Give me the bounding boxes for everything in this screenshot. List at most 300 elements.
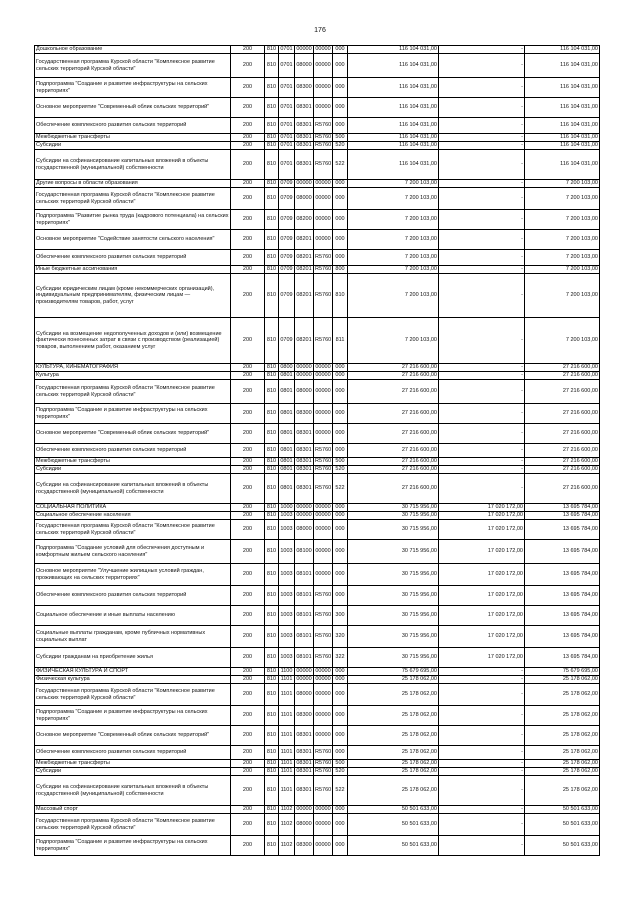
row-name: Подпрограмма "Создание и развитие инфраструктуры на сельских территориях" [35,404,231,424]
code-expense-type: 000 [333,78,348,98]
code-grbs: 200 [231,814,265,836]
table-row [35,648,600,668]
amount-total: 50 501 633,00 [348,814,439,836]
code-expense-type: 000 [333,668,348,676]
amount-federal: - [439,768,525,776]
code-admin: 810 [265,98,279,118]
budget-table-body [35,46,600,856]
code-direction: 00000 [314,836,333,856]
code-direction: 00000 [314,564,333,586]
row-name: Массовый спорт [35,806,231,814]
page-number: 176 [314,27,326,34]
code-direction: R5760 [314,626,333,648]
code-section: 1003 [279,648,295,668]
amount-federal: - [439,836,525,856]
code-direction: R5760 [315,134,332,141]
code-admin: 810 [265,676,279,684]
code-grbs: 200 [231,78,265,98]
amount-regional: 7 200 103,00 [525,250,600,266]
code-direction: 00000 [315,668,331,675]
code-section: 0709 [279,274,295,318]
code-grbs: 200 [231,626,265,648]
row-name: Обеспечение комплексного развития сельских территорий [35,444,231,458]
amount-federal: - [439,98,525,118]
row-name: Подпрограмма "Создание и развитие инфраструктуры на сельских территориях" [35,706,231,726]
code-grbs: 200 [231,760,265,768]
amount-regional: 27 216 600,00 [525,364,600,372]
row-name: Культура [35,372,231,380]
code-expense-type: 000 [333,520,348,540]
code-direction: 00000 [314,814,333,836]
code-direction: 00000 [314,726,333,746]
code-section: 0800 [280,364,293,371]
table-row [35,78,600,98]
code-direction: 00000 [314,424,333,444]
code-grbs: 200 [231,364,265,372]
amount-federal: - [439,424,525,444]
amount-federal: - [439,684,525,706]
amount-total: 7 200 103,00 [348,274,439,318]
code-section: 1100 [279,668,295,676]
amount-regional: 116 104 031,00 [525,142,600,150]
row-name: Субсидии [35,142,231,150]
amount-total: 25 178 062,00 [348,776,439,806]
code-program: 08000 [295,54,314,78]
row-name: Иные бюджетные ассигнования [35,266,231,274]
code-expense-type: 322 [333,648,348,668]
code-grbs: 200 [231,606,265,626]
amount-total: 30 715 956,00 [348,564,439,586]
code-section: 0801 [279,424,295,444]
code-admin: 810 [265,836,279,856]
code-section: 0709 [279,318,295,364]
code-admin: 810 [265,444,279,458]
amount-regional: 27 216 600,00 [525,380,600,404]
amount-regional: 13 695 784,00 [525,586,600,606]
code-program: 08000 [295,520,314,540]
code-section: 0701 [279,150,295,180]
code-admin: 810 [265,726,279,746]
code-expense-type: 000 [333,380,348,404]
code-program: 08301 [296,466,312,473]
code-expense-type: 520 [333,142,348,150]
code-grbs: 200 [231,142,265,150]
row-name: Основное мероприятие "Содействие занятости сельского населения" [35,230,231,250]
code-expense-type: 000 [333,46,348,54]
amount-regional: 25 178 062,00 [525,760,600,768]
row-name: Государственная программа Курской области "Комплексное развитие сельских территорий Курской области" [35,814,231,836]
code-grbs: 200 [231,54,265,78]
code-admin: 810 [265,626,279,648]
budget-table [34,45,600,856]
code-grbs: 200 [231,684,265,706]
amount-federal: - [439,318,525,364]
code-program: 08300 [295,836,314,856]
code-direction: 00000 [315,364,331,371]
amount-regional: 25 178 062,00 [525,676,600,684]
row-name: Дошкольное образование [35,46,231,54]
table-row [35,180,600,188]
code-direction: R5760 [314,606,333,626]
code-section: 1003 [279,520,295,540]
amount-total: 50 501 633,00 [348,836,439,856]
code-grbs: 200 [231,726,265,746]
code-grbs: 200 [231,706,265,726]
code-program: 08201 [295,274,314,318]
table-row [35,504,600,512]
table-row [35,274,600,318]
amount-regional: 27 216 600,00 [525,474,600,504]
code-direction: R5760 [314,648,333,668]
code-grbs: 200 [231,586,265,606]
amount-regional: 116 104 031,00 [525,150,600,180]
amount-regional: 116 104 031,00 [525,78,600,98]
row-name: Социальные выплаты гражданам, кроме публичных нормативных социальных выплат [35,626,231,648]
code-expense-type: 000 [333,564,348,586]
amount-regional: 116 104 031,00 [525,54,600,78]
amount-federal: - [439,776,525,806]
code-admin: 810 [265,668,279,676]
amount-regional: 13 695 784,00 [525,520,600,540]
code-admin: 810 [265,540,279,564]
amount-federal: - [439,444,525,458]
amount-regional: 50 501 633,00 [525,806,600,814]
amount-regional: 7 200 103,00 [525,188,600,210]
code-admin: 810 [265,180,279,188]
code-grbs: 200 [231,150,265,180]
code-grbs: 200 [231,474,265,504]
amount-federal: - [439,372,525,380]
code-grbs: 200 [231,504,265,512]
amount-total: 25 178 062,00 [348,706,439,726]
amount-federal: - [439,806,525,814]
row-name: Субсидии на возмещение недополученных доходов и (или) возмещение фактически понесенных затрат в связи с производством (реализацией) товаров, выполнением работ, оказанием услуг [35,318,231,364]
code-section: 1102 [279,806,295,814]
amount-total: 7 200 103,00 [348,250,439,266]
code-program: 08000 [295,684,314,706]
amount-federal: 17 020 172,00 [439,540,525,564]
amount-regional: 7 200 103,00 [525,274,600,318]
code-admin: 810 [265,274,279,318]
row-name: Подпрограмма "Создание и развитие инфраструктуры на сельских территориях" [35,836,231,856]
row-name: Межбюджетные трансферты [35,458,231,466]
code-expense-type: 000 [333,726,348,746]
code-section: 0709 [279,250,295,266]
amount-federal: - [439,466,525,474]
code-expense-type: 000 [333,98,348,118]
code-admin: 810 [265,606,279,626]
code-direction: R5760 [314,746,333,760]
row-name: Субсидии на софинансирование капитальных вложений в объекты государственной (муниципальной) собственности [35,150,231,180]
amount-regional: 27 216 600,00 [525,444,600,458]
amount-federal: - [439,274,525,318]
amount-regional: 13 695 784,00 [525,606,600,626]
code-expense-type: 522 [333,776,348,806]
code-grbs: 200 [231,768,265,776]
code-program: 08101 [295,586,314,606]
amount-regional: 27 216 600,00 [525,424,600,444]
code-direction: R5760 [315,760,332,767]
code-direction: 00000 [315,180,331,187]
code-admin: 810 [265,46,279,54]
code-section: 0701 [280,46,293,53]
code-expense-type: 000 [333,676,348,684]
code-expense-type: 000 [333,180,348,188]
amount-total: 7 200 103,00 [348,230,439,250]
row-name: ФИЗИЧЕСКАЯ КУЛЬТУРА И СПОРТ [35,668,231,676]
code-section: 1102 [279,836,295,856]
amount-total: 25 178 062,00 [348,726,439,746]
table-row [35,684,600,706]
table-row [35,540,600,564]
code-section: 0709 [279,230,295,250]
code-grbs: 200 [231,806,265,814]
code-program: 08300 [295,706,314,726]
code-direction: R5760 [314,586,333,606]
code-expense-type: 320 [333,626,348,648]
code-grbs: 200 [231,540,265,564]
code-expense-type: 520 [333,466,348,474]
row-name: Субсидии на софинансирование капитальных вложений в объекты государственной (муниципальной) собственности [35,474,231,504]
code-grbs: 200 [231,676,265,684]
code-direction: 00000 [315,806,331,813]
code-expense-type: 000 [333,586,348,606]
amount-total: 75 679 695,00 [348,668,439,676]
code-direction: R5760 [315,466,332,473]
code-expense-type: 500 [333,458,348,466]
amount-regional: 13 695 784,00 [525,648,600,668]
code-expense-type: 500 [333,134,348,142]
code-direction: 00000 [315,676,331,683]
amount-total: 27 216 600,00 [348,364,439,372]
amount-total: 30 715 956,00 [348,586,439,606]
code-direction: 00000 [315,512,331,519]
amount-regional: 116 104 031,00 [525,46,600,54]
code-grbs: 200 [231,46,265,54]
amount-federal: - [439,404,525,424]
code-direction: 00000 [314,78,333,98]
amount-regional: 27 216 600,00 [525,404,600,424]
amount-federal: - [439,180,525,188]
code-expense-type: 500 [333,760,348,768]
table-row [35,606,600,626]
code-expense-type: 000 [333,806,348,814]
code-admin: 810 [265,504,279,512]
code-grbs: 200 [231,380,265,404]
code-section: 1101 [279,760,295,768]
code-admin: 810 [265,230,279,250]
row-name: Государственная программа Курской области "Комплексное развитие сельских территорий Курской области" [35,188,231,210]
code-expense-type: 000 [333,504,348,512]
code-direction: 00000 [314,520,333,540]
amount-total: 25 178 062,00 [348,746,439,760]
amount-regional: 7 200 103,00 [525,210,600,230]
code-grbs: 200 [231,318,265,364]
table-row [35,118,600,134]
code-expense-type: 000 [333,512,348,520]
amount-regional: 50 501 633,00 [525,836,600,856]
code-direction: 00000 [314,404,333,424]
amount-total: 116 104 031,00 [348,150,439,180]
code-section: 0709 [279,210,295,230]
code-section: 0801 [279,444,295,458]
amount-total: 7 200 103,00 [348,180,439,188]
code-direction: 00000 [315,46,331,53]
amount-total: 116 104 031,00 [348,98,439,118]
amount-federal: - [439,668,525,676]
code-program: 00000 [296,676,312,683]
code-program: 08301 [296,458,312,465]
code-admin: 810 [265,188,279,210]
code-expense-type: 000 [333,210,348,230]
amount-total: 7 200 103,00 [348,188,439,210]
code-admin: 810 [265,512,279,520]
code-expense-type: 810 [333,274,348,318]
code-admin: 810 [265,768,279,776]
row-name: Основное мероприятие "Современный облик сельских территорий" [35,424,231,444]
row-name: Социальное обеспечение населения [35,512,231,520]
table-row [35,134,600,142]
code-section: 1003 [280,512,293,519]
code-grbs: 200 [231,134,265,142]
code-expense-type: 522 [333,150,348,180]
code-admin: 810 [265,648,279,668]
code-admin: 810 [265,760,279,768]
amount-federal: - [439,134,525,142]
code-expense-type: 000 [333,118,348,134]
amount-total: 30 715 956,00 [348,540,439,564]
code-section: 1101 [279,726,295,746]
code-section: 1003 [279,540,295,564]
amount-regional: 116 104 031,00 [525,118,600,134]
row-name: Обеспечение комплексного развития сельских территорий [35,250,231,266]
code-expense-type: 800 [333,266,348,274]
amount-regional: 75 679 695,00 [525,668,600,676]
amount-federal: 17 020 172,00 [439,648,525,668]
table-row [35,364,600,372]
table-row [35,210,600,230]
row-name: Субсидии гражданам на приобретение жилья [35,648,231,668]
row-name: Субсидии на софинансирование капитальных вложений в объекты государственной (муниципальной) собственности [35,776,231,806]
table-row [35,404,600,424]
code-section: 0801 [280,372,293,379]
code-expense-type: 520 [333,768,348,776]
code-grbs: 200 [231,564,265,586]
row-name: Государственная программа Курской области "Комплексное развитие сельских территорий Курской области" [35,520,231,540]
row-name: Обеспечение комплексного развития сельских территорий [35,746,231,760]
code-expense-type: 000 [333,836,348,856]
code-admin: 810 [265,250,279,266]
code-admin: 810 [265,210,279,230]
code-grbs: 200 [231,188,265,210]
code-program: 00000 [296,180,312,187]
code-grbs: 200 [231,444,265,458]
code-program: 08301 [295,776,314,806]
amount-regional: 116 104 031,00 [525,134,600,142]
code-direction: 00000 [314,684,333,706]
amount-regional: 25 178 062,00 [525,768,600,776]
amount-federal: - [439,746,525,760]
amount-federal: - [439,726,525,746]
code-section: 0709 [280,266,293,273]
code-grbs: 200 [231,776,265,806]
amount-regional: 25 178 062,00 [525,726,600,746]
amount-total: 116 104 031,00 [348,78,439,98]
table-row [35,836,600,856]
code-section: 1101 [279,684,295,706]
code-admin: 810 [265,564,279,586]
code-expense-type: 000 [333,746,348,760]
amount-total: 27 216 600,00 [348,404,439,424]
code-section: 1102 [279,814,295,836]
row-name: Субсидии [35,466,231,474]
table-row [35,814,600,836]
table-row [35,372,600,380]
amount-federal: - [439,706,525,726]
table-row [35,806,600,814]
amount-federal: - [439,150,525,180]
amount-regional: 116 104 031,00 [525,98,600,118]
code-direction: 00000 [314,540,333,564]
table-row [35,768,600,776]
code-section: 1101 [279,776,295,806]
amount-regional: 27 216 600,00 [525,372,600,380]
amount-regional: 7 200 103,00 [525,266,600,274]
code-section: 1003 [279,564,295,586]
row-name: Подпрограмма "Развитие рынка труда (кадрового потенциала) на сельских территориях" [35,210,231,230]
amount-total: 50 501 633,00 [348,806,439,814]
code-section: 1101 [279,746,295,760]
code-program: 08301 [295,726,314,746]
code-section: 1000 [280,504,293,511]
amount-total: 116 104 031,00 [348,134,439,142]
code-section: 0701 [279,98,295,118]
amount-federal: - [439,380,525,404]
code-grbs: 200 [231,668,265,676]
amount-federal: 17 020 172,00 [439,512,525,520]
amount-federal: - [439,266,525,274]
code-expense-type: 000 [333,188,348,210]
amount-federal: 17 020 172,00 [439,626,525,648]
table-row [35,466,600,474]
code-program: 08201 [295,318,314,364]
code-program: 08301 [296,134,312,141]
code-expense-type: 000 [333,684,348,706]
table-row [35,318,600,364]
table-row [35,188,600,210]
table-row [35,726,600,746]
code-grbs: 200 [231,250,265,266]
code-direction: R5760 [314,474,333,504]
code-admin: 810 [265,706,279,726]
amount-regional: 50 501 633,00 [525,814,600,836]
code-program: 08300 [295,78,314,98]
code-grbs: 200 [231,230,265,250]
amount-federal: - [439,142,525,150]
code-grbs: 200 [231,180,265,188]
code-program: 08101 [295,648,314,668]
code-program: 08000 [295,380,314,404]
code-section: 0801 [279,404,295,424]
code-expense-type: 000 [333,54,348,78]
amount-total: 27 216 600,00 [348,458,439,466]
code-grbs: 200 [231,424,265,444]
code-program: 08301 [295,150,314,180]
table-row [35,746,600,760]
code-grbs: 200 [231,458,265,466]
amount-regional: 27 216 600,00 [525,466,600,474]
amount-regional: 27 216 600,00 [525,458,600,466]
